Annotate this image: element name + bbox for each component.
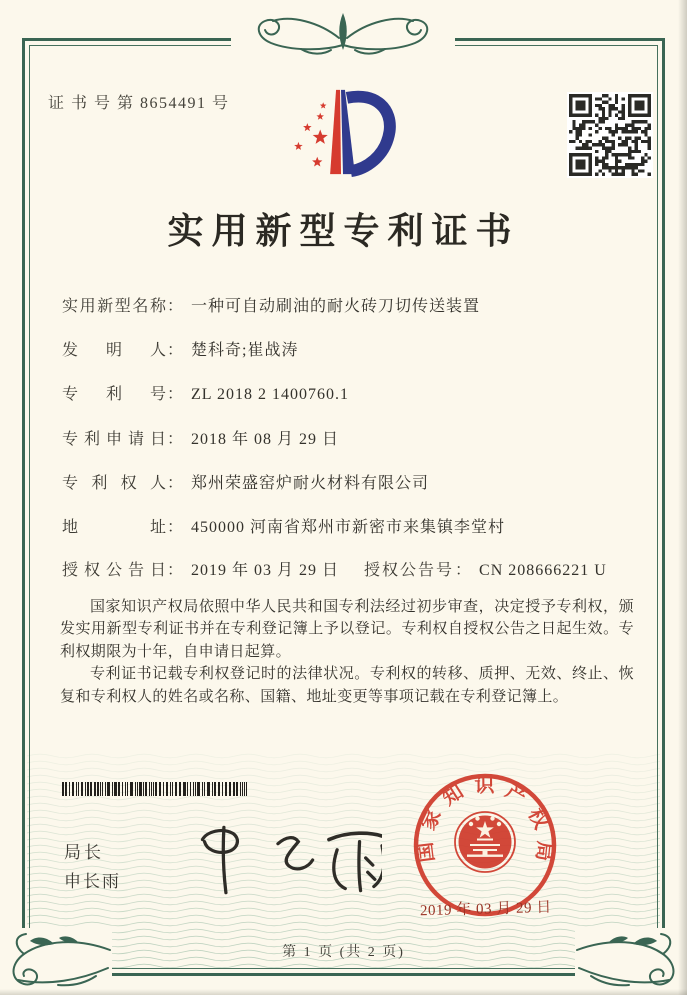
field-colon: ： [167, 386, 184, 403]
field-label: 地址 [62, 519, 166, 536]
director-name: 申长雨 [64, 872, 121, 891]
field-colon: ： [167, 298, 184, 315]
seal-date: 2019 年 03 月 29 日 [419, 899, 552, 920]
field-label: 实用新型名称 [62, 298, 166, 315]
legal-paragraph-2: 专利证书记载专利权登记时的法律状况。专利权的转移、质押、无效、终止、恢复和专利权人的姓名或名称、国籍、地址变更等事项记载在专利登记簿上。 [60, 666, 634, 705]
field-label: 专利申请日 [62, 431, 166, 448]
field-value: 450000 河南省郑州市新密市来集镇李堂村 [191, 519, 506, 536]
field-value: 2018 年 08 月 29 日 [191, 431, 340, 448]
field-value: 楚科奇;崔战涛 [191, 342, 299, 359]
handwritten-signature-icon [178, 818, 382, 902]
grant-publication-number [364, 557, 607, 580]
field-row-inventors [62, 337, 642, 360]
page-footer: 第 1 页 (共 2 页) [282, 945, 405, 960]
field-label: 专利权人 [62, 475, 166, 492]
field-colon: ： [167, 562, 184, 579]
cnipa-logo-icon [285, 78, 400, 182]
field-colon: ： [167, 519, 184, 536]
field-colon: ： [167, 431, 184, 448]
field-value: 2019 年 03 月 29 日 [191, 562, 340, 579]
field-value: ZL 2018 2 1400760.1 [191, 386, 349, 403]
field-value: 一种可自动刷油的耐火砖刀切传送装置 [191, 298, 481, 315]
field-colon: ： [455, 562, 472, 579]
director-title: 局长 [64, 843, 104, 862]
barcode-icon [62, 782, 252, 796]
field-row-filing-date [62, 426, 642, 449]
field-row-patentee [62, 470, 642, 493]
certificate-number: 证 书 号 第 8654491 号 [48, 95, 230, 112]
field-colon: ： [167, 475, 184, 492]
field-label: 授权公告日 [62, 562, 166, 579]
field-row-grant-date [62, 557, 642, 580]
field-label: 发明人 [62, 342, 166, 359]
legal-paragraph-1: 国家知识产权局依照中华人民共和国专利法经过初步审查，决定授予专利权，颁发实用新型专利证书并在专利登记簿上予以登记。专利权自授权公告之日起生效。专利权期限为十年，自申请日起算。 [60, 599, 634, 660]
seal-text: 国家知识产权局 [414, 774, 556, 864]
national-emblem-icon [455, 812, 515, 872]
legal-text [60, 596, 634, 708]
field-row-patent-number [62, 381, 642, 404]
field-row-utility-model-name [62, 293, 642, 316]
field-label: 专利号 [62, 386, 166, 403]
field-value: 郑州荣盛窑炉耐火材料有限公司 [191, 475, 430, 492]
qr-code-icon [567, 92, 653, 178]
field-label: 授权公告号 [364, 562, 455, 579]
certificate-title: 实用新型专利证书 [167, 211, 520, 251]
field-value: CN 208666221 U [479, 562, 607, 579]
field-colon: ： [167, 342, 184, 359]
field-row-address [62, 514, 642, 537]
